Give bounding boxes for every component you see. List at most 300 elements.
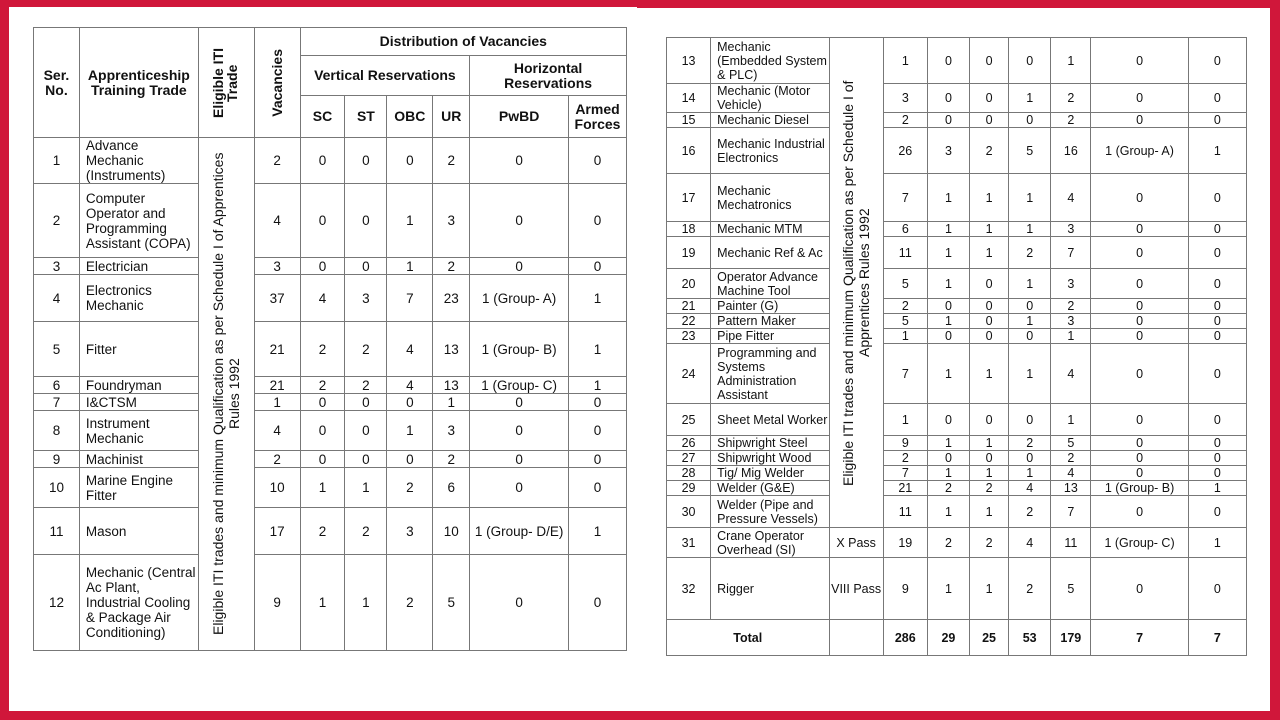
trade-name: I&CTSM bbox=[79, 394, 198, 411]
value-sc: 1 bbox=[927, 237, 969, 269]
table-row bbox=[34, 411, 627, 451]
total-st: 25 bbox=[970, 620, 1009, 656]
value-vac: 21 bbox=[883, 481, 927, 496]
value-st: 1 bbox=[970, 174, 1009, 222]
table-row bbox=[667, 237, 1247, 269]
ser-no: 17 bbox=[667, 174, 711, 222]
value-sc: 0 bbox=[300, 258, 345, 275]
trade-name: Tig/ Mig Welder bbox=[711, 466, 829, 481]
trade-name: Mason bbox=[79, 508, 198, 555]
trade-name: Electronics Mechanic bbox=[79, 275, 198, 322]
value-pwbd: 0 bbox=[1091, 314, 1188, 329]
value-vac: 2 bbox=[883, 299, 927, 314]
value-pwbd: 0 bbox=[1091, 174, 1188, 222]
value-pwbd: 1 (Group- D/E) bbox=[470, 508, 569, 555]
trade-name: Crane Operator Overhead (SI) bbox=[711, 528, 829, 558]
value-armed: 0 bbox=[1188, 314, 1246, 329]
value-obc: 5 bbox=[1009, 128, 1051, 174]
trade-name: Shipwright Steel bbox=[711, 436, 829, 451]
ser-no: 31 bbox=[667, 528, 711, 558]
ser-no: 22 bbox=[667, 314, 711, 329]
value-armed: 0 bbox=[1188, 451, 1246, 466]
value-armed: 0 bbox=[568, 468, 626, 508]
trade-name: Sheet Metal Worker bbox=[711, 404, 829, 436]
value-st: 0 bbox=[345, 394, 387, 411]
value-obc: 0 bbox=[1009, 299, 1051, 314]
value-pwbd: 0 bbox=[1091, 436, 1188, 451]
value-armed: 0 bbox=[568, 184, 626, 258]
value-obc: 2 bbox=[1009, 558, 1051, 620]
value-pwbd: 0 bbox=[1091, 496, 1188, 528]
table-row bbox=[34, 138, 627, 184]
value-vac: 11 bbox=[883, 237, 927, 269]
value-vac: 4 bbox=[254, 411, 300, 451]
top-red-band bbox=[637, 0, 1280, 8]
value-st: 0 bbox=[970, 299, 1009, 314]
header-vertical: Vertical Reservations bbox=[300, 56, 470, 96]
ser-no: 26 bbox=[667, 436, 711, 451]
value-obc: 1 bbox=[1009, 344, 1051, 404]
value-vac: 37 bbox=[254, 275, 300, 322]
value-armed: 0 bbox=[1188, 344, 1246, 404]
value-ur: 2 bbox=[1051, 113, 1091, 128]
table-row bbox=[667, 113, 1247, 128]
value-obc: 1 bbox=[1009, 174, 1051, 222]
table-row bbox=[34, 555, 627, 651]
trade-name: Instrument Mechanic bbox=[79, 411, 198, 451]
value-armed: 0 bbox=[568, 451, 626, 468]
value-vac: 9 bbox=[883, 558, 927, 620]
value-vac: 2 bbox=[254, 138, 300, 184]
value-ur: 3 bbox=[433, 411, 470, 451]
value-pwbd: 0 bbox=[470, 451, 569, 468]
value-armed: 0 bbox=[1188, 222, 1246, 237]
value-ur: 23 bbox=[433, 275, 470, 322]
table-row bbox=[34, 394, 627, 411]
value-sc: 1 bbox=[927, 174, 969, 222]
value-armed: 0 bbox=[1188, 38, 1246, 84]
total-ur: 179 bbox=[1051, 620, 1091, 656]
ser-no: 16 bbox=[667, 128, 711, 174]
trade-name: Shipwright Wood bbox=[711, 451, 829, 466]
value-obc: 2 bbox=[1009, 496, 1051, 528]
value-ur: 4 bbox=[1051, 174, 1091, 222]
value-obc: 1 bbox=[387, 258, 433, 275]
value-vac: 5 bbox=[883, 314, 927, 329]
trade-name: Advance Mechanic (Instruments) bbox=[79, 138, 198, 184]
value-ur: 2 bbox=[1051, 299, 1091, 314]
value-obc: 4 bbox=[1009, 528, 1051, 558]
value-pwbd: 0 bbox=[1091, 344, 1188, 404]
table-row bbox=[667, 128, 1247, 174]
trade-name: Pipe Fitter bbox=[711, 329, 829, 344]
value-ur: 4 bbox=[1051, 466, 1091, 481]
table-row bbox=[667, 436, 1247, 451]
header-trade: Apprenticeship Training Trade bbox=[79, 28, 198, 138]
value-st: 2 bbox=[970, 481, 1009, 496]
header-sc: SC bbox=[300, 96, 345, 138]
value-sc: 2 bbox=[300, 508, 345, 555]
value-st: 2 bbox=[345, 377, 387, 394]
value-sc: 1 bbox=[927, 269, 969, 299]
ser-no: 19 bbox=[667, 237, 711, 269]
table-row bbox=[667, 174, 1247, 222]
value-pwbd: 0 bbox=[1091, 451, 1188, 466]
value-armed: 0 bbox=[568, 394, 626, 411]
value-ur: 2 bbox=[1051, 84, 1091, 113]
total-label: Total bbox=[667, 620, 830, 656]
value-ur: 5 bbox=[1051, 436, 1091, 451]
header-horizontal: Horizontal Reservations bbox=[470, 56, 627, 96]
value-st: 0 bbox=[970, 329, 1009, 344]
value-sc: 1 bbox=[927, 344, 969, 404]
value-ur: 6 bbox=[433, 468, 470, 508]
value-st: 1 bbox=[345, 468, 387, 508]
value-vac: 2 bbox=[254, 451, 300, 468]
value-st: 0 bbox=[345, 138, 387, 184]
value-armed: 0 bbox=[1188, 174, 1246, 222]
value-obc: 0 bbox=[387, 138, 433, 184]
trade-name: Welder (Pipe and Pressure Vessels) bbox=[711, 496, 829, 528]
value-pwbd: 0 bbox=[1091, 404, 1188, 436]
value-armed: 0 bbox=[568, 411, 626, 451]
value-armed: 1 bbox=[568, 322, 626, 377]
value-vac: 21 bbox=[254, 322, 300, 377]
value-st: 1 bbox=[970, 344, 1009, 404]
value-pwbd: 1 (Group- A) bbox=[1091, 128, 1188, 174]
value-st: 0 bbox=[970, 269, 1009, 299]
value-st: 0 bbox=[970, 314, 1009, 329]
value-st: 0 bbox=[345, 258, 387, 275]
value-armed: 1 bbox=[568, 275, 626, 322]
value-armed: 0 bbox=[1188, 269, 1246, 299]
table-row bbox=[667, 329, 1247, 344]
ser-no: 8 bbox=[34, 411, 80, 451]
value-sc: 0 bbox=[927, 329, 969, 344]
value-vac: 7 bbox=[883, 174, 927, 222]
value-obc: 0 bbox=[1009, 113, 1051, 128]
value-st: 0 bbox=[345, 411, 387, 451]
value-ur: 7 bbox=[1051, 237, 1091, 269]
value-pwbd: 0 bbox=[1091, 299, 1188, 314]
table-row bbox=[667, 38, 1247, 84]
value-vac: 4 bbox=[254, 184, 300, 258]
value-st: 3 bbox=[345, 275, 387, 322]
value-pwbd: 0 bbox=[470, 468, 569, 508]
value-sc: 0 bbox=[927, 299, 969, 314]
value-obc: 0 bbox=[1009, 329, 1051, 344]
value-st: 1 bbox=[970, 466, 1009, 481]
value-ur: 2 bbox=[1051, 451, 1091, 466]
value-pwbd: 0 bbox=[1091, 466, 1188, 481]
value-sc: 0 bbox=[927, 38, 969, 84]
value-sc: 1 bbox=[300, 555, 345, 651]
trade-name: Foundryman bbox=[79, 377, 198, 394]
value-armed: 0 bbox=[1188, 329, 1246, 344]
table-row bbox=[667, 299, 1247, 314]
table-row bbox=[34, 451, 627, 468]
value-pwbd: 0 bbox=[1091, 84, 1188, 113]
value-ur: 1 bbox=[1051, 329, 1091, 344]
value-pwbd: 0 bbox=[1091, 269, 1188, 299]
ser-no: 25 bbox=[667, 404, 711, 436]
value-obc: 1 bbox=[1009, 314, 1051, 329]
ser-no: 18 bbox=[667, 222, 711, 237]
value-armed: 0 bbox=[568, 258, 626, 275]
vacancy-table-right bbox=[666, 37, 1247, 656]
value-vac: 1 bbox=[883, 404, 927, 436]
value-ur: 11 bbox=[1051, 528, 1091, 558]
value-sc: 2 bbox=[927, 481, 969, 496]
table-row bbox=[667, 84, 1247, 113]
ser-no: 3 bbox=[34, 258, 80, 275]
value-sc: 1 bbox=[927, 496, 969, 528]
total-pwbd: 7 bbox=[1091, 620, 1188, 656]
value-pwbd: 0 bbox=[1091, 329, 1188, 344]
value-ur: 13 bbox=[1051, 481, 1091, 496]
total-eligible-empty bbox=[829, 620, 883, 656]
value-obc: 1 bbox=[1009, 269, 1051, 299]
value-obc: 1 bbox=[1009, 466, 1051, 481]
value-vac: 1 bbox=[254, 394, 300, 411]
value-sc: 0 bbox=[927, 113, 969, 128]
ser-no: 9 bbox=[34, 451, 80, 468]
table-row bbox=[667, 404, 1247, 436]
value-st: 1 bbox=[970, 558, 1009, 620]
value-st: 0 bbox=[345, 184, 387, 258]
value-obc: 0 bbox=[1009, 38, 1051, 84]
trade-name: Fitter bbox=[79, 322, 198, 377]
value-armed: 1 bbox=[1188, 528, 1246, 558]
value-ur: 1 bbox=[1051, 404, 1091, 436]
total-row bbox=[667, 620, 1247, 656]
value-sc: 1 bbox=[927, 558, 969, 620]
header-distribution: Distribution of Vacancies bbox=[300, 28, 626, 56]
ser-no: 5 bbox=[34, 322, 80, 377]
value-sc: 3 bbox=[927, 128, 969, 174]
value-obc: 3 bbox=[387, 508, 433, 555]
value-pwbd: 1 (Group- B) bbox=[470, 322, 569, 377]
value-st: 1 bbox=[970, 237, 1009, 269]
value-sc: 0 bbox=[300, 184, 345, 258]
ser-no: 29 bbox=[667, 481, 711, 496]
value-vac: 19 bbox=[883, 528, 927, 558]
value-armed: 0 bbox=[1188, 237, 1246, 269]
eligibility-note-cell bbox=[829, 38, 883, 528]
value-pwbd: 1 (Group- A) bbox=[470, 275, 569, 322]
value-sc: 2 bbox=[300, 377, 345, 394]
value-ur: 7 bbox=[1051, 496, 1091, 528]
ser-no: 15 bbox=[667, 113, 711, 128]
trade-name: Rigger bbox=[711, 558, 829, 620]
ser-no: 24 bbox=[667, 344, 711, 404]
value-vac: 26 bbox=[883, 128, 927, 174]
header-pwbd: PwBD bbox=[470, 96, 569, 138]
value-vac: 3 bbox=[254, 258, 300, 275]
trade-name: Mechanic Industrial Electronics bbox=[711, 128, 829, 174]
value-pwbd: 0 bbox=[470, 394, 569, 411]
value-st: 2 bbox=[970, 528, 1009, 558]
value-pwbd: 0 bbox=[1091, 38, 1188, 84]
value-obc: 0 bbox=[387, 451, 433, 468]
table-row bbox=[34, 258, 627, 275]
value-vac: 17 bbox=[254, 508, 300, 555]
value-sc: 1 bbox=[927, 222, 969, 237]
ser-no: 11 bbox=[34, 508, 80, 555]
value-sc: 0 bbox=[927, 451, 969, 466]
value-st: 1 bbox=[970, 436, 1009, 451]
value-ur: 13 bbox=[433, 322, 470, 377]
header-ser-no: Ser. No. bbox=[34, 28, 80, 138]
value-armed: 0 bbox=[1188, 436, 1246, 451]
table-row bbox=[667, 222, 1247, 237]
value-pwbd: 0 bbox=[470, 138, 569, 184]
value-obc: 2 bbox=[387, 555, 433, 651]
trade-name: Mechanic (Motor Vehicle) bbox=[711, 84, 829, 113]
value-sc: 4 bbox=[300, 275, 345, 322]
value-pwbd: 1 (Group- C) bbox=[1091, 528, 1188, 558]
value-vac: 2 bbox=[883, 113, 927, 128]
value-vac: 2 bbox=[883, 451, 927, 466]
value-st: 2 bbox=[970, 128, 1009, 174]
value-st: 0 bbox=[345, 451, 387, 468]
value-obc: 1 bbox=[1009, 84, 1051, 113]
value-sc: 1 bbox=[927, 466, 969, 481]
trade-name: Programming and Systems Administration Assistant bbox=[711, 344, 829, 404]
value-armed: 1 bbox=[568, 377, 626, 394]
value-ur: 3 bbox=[433, 184, 470, 258]
trade-name: Welder (G&E) bbox=[711, 481, 829, 496]
total-sc: 29 bbox=[927, 620, 969, 656]
value-armed: 0 bbox=[1188, 113, 1246, 128]
value-ur: 4 bbox=[1051, 344, 1091, 404]
trade-name: Mechanic MTM bbox=[711, 222, 829, 237]
table-row bbox=[667, 466, 1247, 481]
value-pwbd: 0 bbox=[1091, 237, 1188, 269]
ser-no: 30 bbox=[667, 496, 711, 528]
value-armed: 1 bbox=[1188, 128, 1246, 174]
value-st: 2 bbox=[345, 322, 387, 377]
value-ur: 3 bbox=[1051, 314, 1091, 329]
eligibility-note-cell bbox=[198, 138, 254, 651]
value-obc: 2 bbox=[1009, 436, 1051, 451]
value-sc: 0 bbox=[300, 138, 345, 184]
ser-no: 20 bbox=[667, 269, 711, 299]
eligibility-note: Eligible ITI trades and minimum Qualification as per Schedule I of Apprentices Rules 1992 bbox=[210, 152, 243, 636]
table-row bbox=[667, 496, 1247, 528]
value-armed: 0 bbox=[568, 555, 626, 651]
table-row bbox=[667, 451, 1247, 466]
trade-name: Mechanic Diesel bbox=[711, 113, 829, 128]
value-ur: 2 bbox=[433, 258, 470, 275]
value-st: 1 bbox=[970, 222, 1009, 237]
value-ur: 2 bbox=[433, 451, 470, 468]
trade-name: Mechanic (Embedded System & PLC) bbox=[711, 38, 829, 84]
value-vac: 9 bbox=[254, 555, 300, 651]
ser-no: 21 bbox=[667, 299, 711, 314]
value-vac: 11 bbox=[883, 496, 927, 528]
value-obc: 4 bbox=[387, 377, 433, 394]
table-row bbox=[34, 508, 627, 555]
value-armed: 0 bbox=[1188, 466, 1246, 481]
ser-no: 6 bbox=[34, 377, 80, 394]
value-st: 0 bbox=[970, 404, 1009, 436]
trade-name: Painter (G) bbox=[711, 299, 829, 314]
value-vac: 21 bbox=[254, 377, 300, 394]
header-armed: Armed Forces bbox=[568, 96, 626, 138]
ser-no: 7 bbox=[34, 394, 80, 411]
value-vac: 6 bbox=[883, 222, 927, 237]
value-sc: 0 bbox=[300, 394, 345, 411]
value-vac: 3 bbox=[883, 84, 927, 113]
value-armed: 1 bbox=[568, 508, 626, 555]
trade-name: Operator Advance Machine Tool bbox=[711, 269, 829, 299]
value-obc: 1 bbox=[387, 411, 433, 451]
value-pwbd: 0 bbox=[470, 184, 569, 258]
value-obc: 1 bbox=[387, 184, 433, 258]
trade-name: Pattern Maker bbox=[711, 314, 829, 329]
value-ur: 5 bbox=[1051, 558, 1091, 620]
ser-no: 27 bbox=[667, 451, 711, 466]
value-sc: 1 bbox=[300, 468, 345, 508]
table-row bbox=[667, 528, 1247, 558]
ser-no: 23 bbox=[667, 329, 711, 344]
total-armed: 7 bbox=[1188, 620, 1246, 656]
value-vac: 1 bbox=[883, 38, 927, 84]
ser-no: 12 bbox=[34, 555, 80, 651]
ser-no: 28 bbox=[667, 466, 711, 481]
value-pwbd: 1 (Group- C) bbox=[470, 377, 569, 394]
total-vac: 286 bbox=[883, 620, 927, 656]
table-row bbox=[667, 344, 1247, 404]
value-ur: 13 bbox=[433, 377, 470, 394]
value-obc: 7 bbox=[387, 275, 433, 322]
value-ur: 1 bbox=[1051, 38, 1091, 84]
trade-name: Computer Operator and Programming Assistant (COPA) bbox=[79, 184, 198, 258]
ser-no: 10 bbox=[34, 468, 80, 508]
value-obc: 0 bbox=[1009, 404, 1051, 436]
ser-no: 13 bbox=[667, 38, 711, 84]
value-armed: 0 bbox=[1188, 299, 1246, 314]
value-st: 0 bbox=[970, 113, 1009, 128]
value-armed: 0 bbox=[1188, 404, 1246, 436]
value-pwbd: 0 bbox=[470, 258, 569, 275]
trade-name: Machinist bbox=[79, 451, 198, 468]
table-row bbox=[667, 481, 1247, 496]
value-st: 1 bbox=[345, 555, 387, 651]
value-st: 0 bbox=[970, 84, 1009, 113]
value-armed: 0 bbox=[1188, 84, 1246, 113]
ser-no: 2 bbox=[34, 184, 80, 258]
value-pwbd: 0 bbox=[1091, 222, 1188, 237]
value-obc: 2 bbox=[387, 468, 433, 508]
value-st: 1 bbox=[970, 496, 1009, 528]
value-vac: 5 bbox=[883, 269, 927, 299]
header-ur: UR bbox=[433, 96, 470, 138]
value-sc: 1 bbox=[927, 436, 969, 451]
value-obc: 1 bbox=[1009, 222, 1051, 237]
trade-name: Mechanic (Central Ac Plant, Industrial Cooling & Package Air Conditioning) bbox=[79, 555, 198, 651]
ser-no: 1 bbox=[34, 138, 80, 184]
value-ur: 10 bbox=[433, 508, 470, 555]
eligible-qualification: X Pass bbox=[829, 528, 883, 558]
ser-no: 32 bbox=[667, 558, 711, 620]
value-vac: 7 bbox=[883, 466, 927, 481]
table-row bbox=[34, 468, 627, 508]
value-sc: 0 bbox=[927, 404, 969, 436]
value-pwbd: 0 bbox=[1091, 558, 1188, 620]
value-obc: 0 bbox=[1009, 451, 1051, 466]
